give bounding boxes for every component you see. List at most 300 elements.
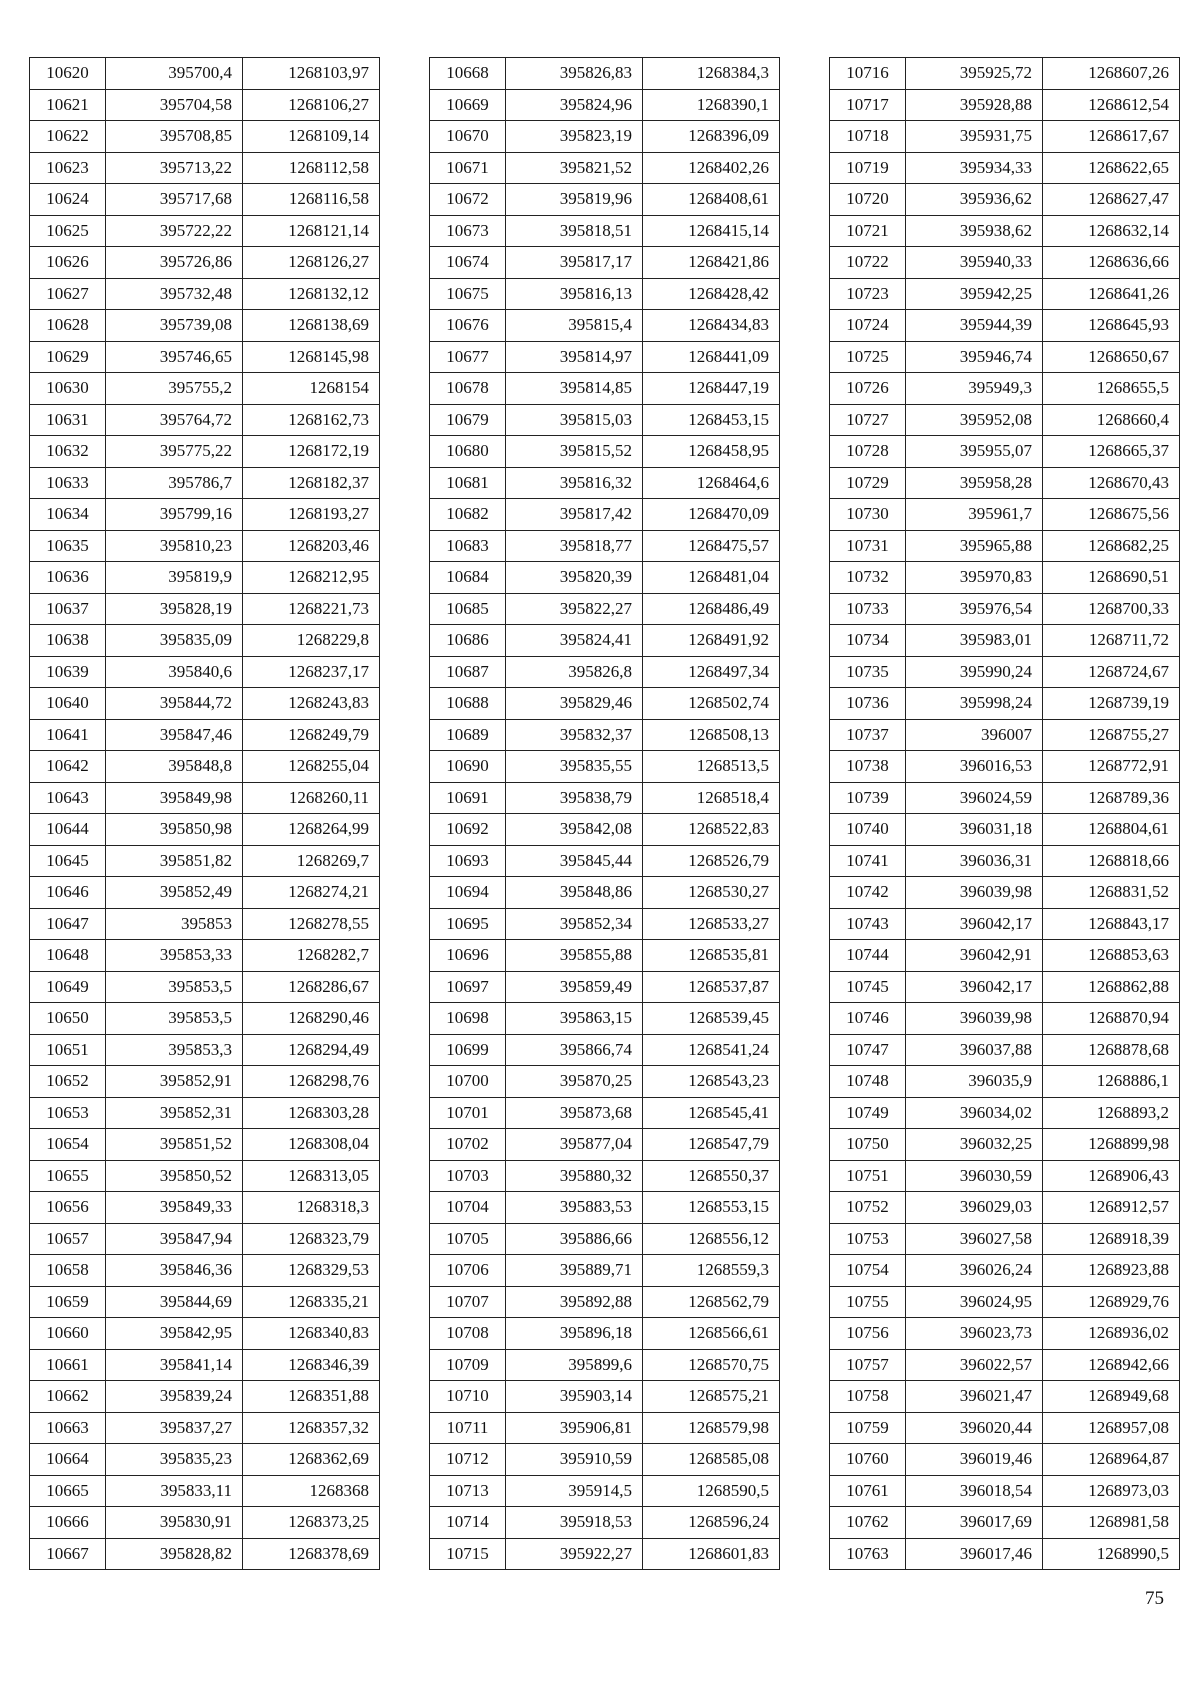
table-row [430, 1538, 780, 1570]
y-coordinate-cell: 1268396,09 [643, 121, 780, 153]
y-coordinate-cell: 1268513,5 [643, 751, 780, 783]
y-coordinate-cell: 1268329,53 [243, 1255, 380, 1287]
table-row [30, 688, 380, 720]
y-coordinate-cell: 1268886,1 [1043, 1066, 1180, 1098]
table-row [830, 1475, 1180, 1507]
coordinate-table-2 [429, 57, 780, 1570]
table-row [830, 782, 1180, 814]
y-coordinate-cell: 1268121,14 [243, 215, 380, 247]
point-number-cell: 10645 [30, 845, 106, 877]
x-coordinate-cell: 395990,24 [906, 656, 1043, 688]
table-row [430, 373, 780, 405]
point-number-cell: 10744 [830, 940, 906, 972]
point-number-cell: 10628 [30, 310, 106, 342]
point-number-cell: 10668 [430, 58, 506, 90]
table-row [430, 152, 780, 184]
point-number-cell: 10656 [30, 1192, 106, 1224]
y-coordinate-cell: 1268260,11 [243, 782, 380, 814]
point-number-cell: 10664 [30, 1444, 106, 1476]
x-coordinate-cell: 395700,4 [106, 58, 243, 90]
table-row [30, 1192, 380, 1224]
point-number-cell: 10751 [830, 1160, 906, 1192]
x-coordinate-cell: 395949,3 [906, 373, 1043, 405]
x-coordinate-cell: 395722,22 [106, 215, 243, 247]
table-row [830, 341, 1180, 373]
table-row [30, 184, 380, 216]
point-number-cell: 10633 [30, 467, 106, 499]
point-number-cell: 10672 [430, 184, 506, 216]
y-coordinate-cell: 1268172,19 [243, 436, 380, 468]
x-coordinate-cell: 395726,86 [106, 247, 243, 279]
y-coordinate-cell: 1268486,49 [643, 593, 780, 625]
y-coordinate-cell: 1268138,69 [243, 310, 380, 342]
table-row [30, 58, 380, 90]
y-coordinate-cell: 1268162,73 [243, 404, 380, 436]
y-coordinate-cell: 1268981,58 [1043, 1507, 1180, 1539]
y-coordinate-cell: 1268212,95 [243, 562, 380, 594]
x-coordinate-cell: 396023,73 [906, 1318, 1043, 1350]
y-coordinate-cell: 1268878,68 [1043, 1034, 1180, 1066]
point-number-cell: 10740 [830, 814, 906, 846]
table-row [830, 215, 1180, 247]
y-coordinate-cell: 1268526,79 [643, 845, 780, 877]
table-row [30, 152, 380, 184]
x-coordinate-cell: 395755,2 [106, 373, 243, 405]
x-coordinate-cell: 395816,32 [506, 467, 643, 499]
x-coordinate-cell: 395822,27 [506, 593, 643, 625]
x-coordinate-cell: 395829,46 [506, 688, 643, 720]
table-row [830, 1286, 1180, 1318]
x-coordinate-cell: 395889,71 [506, 1255, 643, 1287]
table-row [30, 814, 380, 846]
table-row [830, 58, 1180, 90]
x-coordinate-cell: 395896,18 [506, 1318, 643, 1350]
table-row [430, 1381, 780, 1413]
point-number-cell: 10624 [30, 184, 106, 216]
point-number-cell: 10699 [430, 1034, 506, 1066]
y-coordinate-cell: 1268789,36 [1043, 782, 1180, 814]
point-number-cell: 10702 [430, 1129, 506, 1161]
y-coordinate-cell: 1268298,76 [243, 1066, 380, 1098]
x-coordinate-cell: 395848,86 [506, 877, 643, 909]
y-coordinate-cell: 1268318,3 [243, 1192, 380, 1224]
x-coordinate-cell: 395970,83 [906, 562, 1043, 594]
point-number-cell: 10736 [830, 688, 906, 720]
point-number-cell: 10648 [30, 940, 106, 972]
point-number-cell: 10728 [830, 436, 906, 468]
x-coordinate-cell: 395906,81 [506, 1412, 643, 1444]
table-row [30, 341, 380, 373]
point-number-cell: 10732 [830, 562, 906, 594]
table-row [30, 656, 380, 688]
y-coordinate-cell: 1268617,67 [1043, 121, 1180, 153]
table-row [30, 1444, 380, 1476]
table-row [830, 467, 1180, 499]
y-coordinate-cell: 1268570,75 [643, 1349, 780, 1381]
point-number-cell: 10641 [30, 719, 106, 751]
x-coordinate-cell: 395819,9 [106, 562, 243, 594]
point-number-cell: 10753 [830, 1223, 906, 1255]
y-coordinate-cell: 1268724,67 [1043, 656, 1180, 688]
x-coordinate-cell: 395826,83 [506, 58, 643, 90]
y-coordinate-cell: 1268862,88 [1043, 971, 1180, 1003]
x-coordinate-cell: 395704,58 [106, 89, 243, 121]
y-coordinate-cell: 1268447,19 [643, 373, 780, 405]
point-number-cell: 10666 [30, 1507, 106, 1539]
table-row [430, 877, 780, 909]
point-number-cell: 10688 [430, 688, 506, 720]
point-number-cell: 10690 [430, 751, 506, 783]
table-row [30, 1003, 380, 1035]
y-coordinate-cell: 1268346,39 [243, 1349, 380, 1381]
point-number-cell: 10755 [830, 1286, 906, 1318]
point-number-cell: 10762 [830, 1507, 906, 1539]
x-coordinate-cell: 395838,79 [506, 782, 643, 814]
point-number-cell: 10658 [30, 1255, 106, 1287]
y-coordinate-cell: 1268116,58 [243, 184, 380, 216]
y-coordinate-cell: 1268323,79 [243, 1223, 380, 1255]
point-number-cell: 10632 [30, 436, 106, 468]
table-row [30, 940, 380, 972]
y-coordinate-cell: 1268550,37 [643, 1160, 780, 1192]
table-row [30, 278, 380, 310]
point-number-cell: 10718 [830, 121, 906, 153]
y-coordinate-cell: 1268670,43 [1043, 467, 1180, 499]
point-number-cell: 10695 [430, 908, 506, 940]
y-coordinate-cell: 1268553,15 [643, 1192, 780, 1224]
x-coordinate-cell: 395852,34 [506, 908, 643, 940]
x-coordinate-cell: 395892,88 [506, 1286, 643, 1318]
x-coordinate-cell: 395955,07 [906, 436, 1043, 468]
x-coordinate-cell: 395976,54 [906, 593, 1043, 625]
point-number-cell: 10750 [830, 1129, 906, 1161]
x-coordinate-cell: 396031,18 [906, 814, 1043, 846]
point-number-cell: 10643 [30, 782, 106, 814]
y-coordinate-cell: 1268530,27 [643, 877, 780, 909]
point-number-cell: 10756 [830, 1318, 906, 1350]
y-coordinate-cell: 1268535,81 [643, 940, 780, 972]
x-coordinate-cell: 396042,17 [906, 971, 1043, 1003]
point-number-cell: 10698 [430, 1003, 506, 1035]
y-coordinate-cell: 1268929,76 [1043, 1286, 1180, 1318]
x-coordinate-cell: 396030,59 [906, 1160, 1043, 1192]
point-number-cell: 10717 [830, 89, 906, 121]
x-coordinate-cell: 395708,85 [106, 121, 243, 153]
x-coordinate-cell: 395880,32 [506, 1160, 643, 1192]
y-coordinate-cell: 1268497,34 [643, 656, 780, 688]
point-number-cell: 10726 [830, 373, 906, 405]
x-coordinate-cell: 395925,72 [906, 58, 1043, 90]
table-row [430, 184, 780, 216]
y-coordinate-cell: 1268627,47 [1043, 184, 1180, 216]
table-row [30, 436, 380, 468]
table-row [430, 625, 780, 657]
page-number: 75 [1145, 1588, 1164, 1609]
x-coordinate-cell: 395903,14 [506, 1381, 643, 1413]
table-row [430, 1412, 780, 1444]
y-coordinate-cell: 1268434,83 [643, 310, 780, 342]
table-row [430, 341, 780, 373]
table-row [830, 688, 1180, 720]
table-row [830, 1066, 1180, 1098]
x-coordinate-cell: 395844,69 [106, 1286, 243, 1318]
point-number-cell: 10749 [830, 1097, 906, 1129]
point-number-cell: 10630 [30, 373, 106, 405]
x-coordinate-cell: 395873,68 [506, 1097, 643, 1129]
x-coordinate-cell: 395910,59 [506, 1444, 643, 1476]
x-coordinate-cell: 395940,33 [906, 247, 1043, 279]
point-number-cell: 10655 [30, 1160, 106, 1192]
point-number-cell: 10738 [830, 751, 906, 783]
x-coordinate-cell: 396017,46 [906, 1538, 1043, 1570]
table-row [830, 1412, 1180, 1444]
table-row [830, 1538, 1180, 1570]
x-coordinate-cell: 395824,41 [506, 625, 643, 657]
y-coordinate-cell: 1268711,72 [1043, 625, 1180, 657]
y-coordinate-cell: 1268596,24 [643, 1507, 780, 1539]
y-coordinate-cell: 1268547,79 [643, 1129, 780, 1161]
x-coordinate-cell: 395833,11 [106, 1475, 243, 1507]
x-coordinate-cell: 395998,24 [906, 688, 1043, 720]
point-number-cell: 10635 [30, 530, 106, 562]
y-coordinate-cell: 1268957,08 [1043, 1412, 1180, 1444]
table-row [430, 1223, 780, 1255]
table-row [30, 751, 380, 783]
coordinate-table-3 [829, 57, 1180, 1570]
y-coordinate-cell: 1268491,92 [643, 625, 780, 657]
point-number-cell: 10696 [430, 940, 506, 972]
x-coordinate-cell: 396032,25 [906, 1129, 1043, 1161]
x-coordinate-cell: 395934,33 [906, 152, 1043, 184]
x-coordinate-cell: 395764,72 [106, 404, 243, 436]
table-row [430, 467, 780, 499]
y-coordinate-cell: 1268923,88 [1043, 1255, 1180, 1287]
y-coordinate-cell: 1268453,15 [643, 404, 780, 436]
point-number-cell: 10625 [30, 215, 106, 247]
point-number-cell: 10680 [430, 436, 506, 468]
point-number-cell: 10652 [30, 1066, 106, 1098]
point-number-cell: 10705 [430, 1223, 506, 1255]
table-row [430, 1349, 780, 1381]
y-coordinate-cell: 1268645,93 [1043, 310, 1180, 342]
point-number-cell: 10748 [830, 1066, 906, 1098]
y-coordinate-cell: 1268421,86 [643, 247, 780, 279]
point-number-cell: 10679 [430, 404, 506, 436]
x-coordinate-cell: 395830,91 [106, 1507, 243, 1539]
table-row [30, 1349, 380, 1381]
table-row [30, 467, 380, 499]
x-coordinate-cell: 395853,33 [106, 940, 243, 972]
x-coordinate-cell: 395853,3 [106, 1034, 243, 1066]
point-number-cell: 10684 [430, 562, 506, 594]
y-coordinate-cell: 1268682,25 [1043, 530, 1180, 562]
point-number-cell: 10752 [830, 1192, 906, 1224]
x-coordinate-cell: 395820,39 [506, 562, 643, 594]
x-coordinate-cell: 395877,04 [506, 1129, 643, 1161]
point-number-cell: 10649 [30, 971, 106, 1003]
y-coordinate-cell: 1268990,5 [1043, 1538, 1180, 1570]
y-coordinate-cell: 1268831,52 [1043, 877, 1180, 909]
table-row [430, 1286, 780, 1318]
point-number-cell: 10763 [830, 1538, 906, 1570]
table-row [430, 1160, 780, 1192]
x-coordinate-cell: 396019,46 [906, 1444, 1043, 1476]
table-row [830, 1003, 1180, 1035]
table-row [30, 1066, 380, 1098]
y-coordinate-cell: 1268518,4 [643, 782, 780, 814]
x-coordinate-cell: 396036,31 [906, 845, 1043, 877]
point-number-cell: 10708 [430, 1318, 506, 1350]
y-coordinate-cell: 1268575,21 [643, 1381, 780, 1413]
x-coordinate-cell: 395835,23 [106, 1444, 243, 1476]
y-coordinate-cell: 1268255,04 [243, 751, 380, 783]
point-number-cell: 10634 [30, 499, 106, 531]
x-coordinate-cell: 395983,01 [906, 625, 1043, 657]
point-number-cell: 10631 [30, 404, 106, 436]
table-row [430, 656, 780, 688]
x-coordinate-cell: 395814,97 [506, 341, 643, 373]
y-coordinate-cell: 1268249,79 [243, 719, 380, 751]
y-coordinate-cell: 1268936,02 [1043, 1318, 1180, 1350]
table-row [830, 499, 1180, 531]
x-coordinate-cell: 395775,22 [106, 436, 243, 468]
x-coordinate-cell: 396017,69 [906, 1507, 1043, 1539]
table-row [430, 310, 780, 342]
point-number-cell: 10686 [430, 625, 506, 657]
y-coordinate-cell: 1268690,51 [1043, 562, 1180, 594]
y-coordinate-cell: 1268755,27 [1043, 719, 1180, 751]
point-number-cell: 10757 [830, 1349, 906, 1381]
table-row [830, 593, 1180, 625]
table-row [430, 593, 780, 625]
table-row [430, 89, 780, 121]
point-number-cell: 10661 [30, 1349, 106, 1381]
point-number-cell: 10681 [430, 467, 506, 499]
y-coordinate-cell: 1268481,04 [643, 562, 780, 594]
point-number-cell: 10623 [30, 152, 106, 184]
y-coordinate-cell: 1268942,66 [1043, 1349, 1180, 1381]
y-coordinate-cell: 1268973,03 [1043, 1475, 1180, 1507]
point-number-cell: 10629 [30, 341, 106, 373]
x-coordinate-cell: 396018,54 [906, 1475, 1043, 1507]
table-row [830, 1444, 1180, 1476]
table-row [830, 1507, 1180, 1539]
x-coordinate-cell: 395818,77 [506, 530, 643, 562]
x-coordinate-cell: 395870,25 [506, 1066, 643, 1098]
y-coordinate-cell: 1268357,32 [243, 1412, 380, 1444]
x-coordinate-cell: 395850,98 [106, 814, 243, 846]
table-row [30, 562, 380, 594]
table-row [830, 940, 1180, 972]
point-number-cell: 10707 [430, 1286, 506, 1318]
x-coordinate-cell: 395815,52 [506, 436, 643, 468]
x-coordinate-cell: 395851,52 [106, 1129, 243, 1161]
table-row [830, 89, 1180, 121]
y-coordinate-cell: 1268641,26 [1043, 278, 1180, 310]
y-coordinate-cell: 1268502,74 [643, 688, 780, 720]
y-coordinate-cell: 1268229,8 [243, 625, 380, 657]
y-coordinate-cell: 1268415,14 [643, 215, 780, 247]
table-row [30, 310, 380, 342]
point-number-cell: 10722 [830, 247, 906, 279]
x-coordinate-cell: 395886,66 [506, 1223, 643, 1255]
table-row [830, 1349, 1180, 1381]
y-coordinate-cell: 1268313,05 [243, 1160, 380, 1192]
x-coordinate-cell: 395958,28 [906, 467, 1043, 499]
y-coordinate-cell: 1268282,7 [243, 940, 380, 972]
table-row [830, 1160, 1180, 1192]
x-coordinate-cell: 395844,72 [106, 688, 243, 720]
point-number-cell: 10627 [30, 278, 106, 310]
y-coordinate-cell: 1268899,98 [1043, 1129, 1180, 1161]
point-number-cell: 10709 [430, 1349, 506, 1381]
point-number-cell: 10742 [830, 877, 906, 909]
x-coordinate-cell: 395835,55 [506, 751, 643, 783]
y-coordinate-cell: 1268636,66 [1043, 247, 1180, 279]
table-row [430, 530, 780, 562]
x-coordinate-cell: 395739,08 [106, 310, 243, 342]
table-row [30, 215, 380, 247]
point-number-cell: 10621 [30, 89, 106, 121]
point-number-cell: 10670 [430, 121, 506, 153]
table-row [830, 152, 1180, 184]
y-coordinate-cell: 1268294,49 [243, 1034, 380, 1066]
y-coordinate-cell: 1268408,61 [643, 184, 780, 216]
point-number-cell: 10637 [30, 593, 106, 625]
x-coordinate-cell: 395965,88 [906, 530, 1043, 562]
y-coordinate-cell: 1268566,61 [643, 1318, 780, 1350]
table-row [830, 436, 1180, 468]
table-row [30, 1160, 380, 1192]
point-number-cell: 10674 [430, 247, 506, 279]
table-row [430, 1097, 780, 1129]
y-coordinate-cell: 1268384,3 [643, 58, 780, 90]
x-coordinate-cell: 395815,4 [506, 310, 643, 342]
y-coordinate-cell: 1268853,63 [1043, 940, 1180, 972]
point-number-cell: 10694 [430, 877, 506, 909]
x-coordinate-cell: 396042,91 [906, 940, 1043, 972]
point-number-cell: 10723 [830, 278, 906, 310]
y-coordinate-cell: 1268464,6 [643, 467, 780, 499]
table-row [830, 656, 1180, 688]
point-number-cell: 10719 [830, 152, 906, 184]
x-coordinate-cell: 395849,33 [106, 1192, 243, 1224]
x-coordinate-cell: 395835,09 [106, 625, 243, 657]
x-coordinate-cell: 395823,19 [506, 121, 643, 153]
x-coordinate-cell: 395817,17 [506, 247, 643, 279]
y-coordinate-cell: 1268539,45 [643, 1003, 780, 1035]
x-coordinate-cell: 395938,62 [906, 215, 1043, 247]
y-coordinate-cell: 1268650,67 [1043, 341, 1180, 373]
x-coordinate-cell: 396021,47 [906, 1381, 1043, 1413]
y-coordinate-cell: 1268340,83 [243, 1318, 380, 1350]
table-row [30, 89, 380, 121]
y-coordinate-cell: 1268843,17 [1043, 908, 1180, 940]
point-number-cell: 10721 [830, 215, 906, 247]
point-number-cell: 10734 [830, 625, 906, 657]
point-number-cell: 10622 [30, 121, 106, 153]
x-coordinate-cell: 395826,8 [506, 656, 643, 688]
x-coordinate-cell: 395853 [106, 908, 243, 940]
y-coordinate-cell: 1268109,14 [243, 121, 380, 153]
table-row [830, 908, 1180, 940]
point-number-cell: 10712 [430, 1444, 506, 1476]
x-coordinate-cell: 395883,53 [506, 1192, 643, 1224]
y-coordinate-cell: 1268390,1 [643, 89, 780, 121]
x-coordinate-cell: 395931,75 [906, 121, 1043, 153]
x-coordinate-cell: 395961,7 [906, 499, 1043, 531]
y-coordinate-cell: 1268193,27 [243, 499, 380, 531]
